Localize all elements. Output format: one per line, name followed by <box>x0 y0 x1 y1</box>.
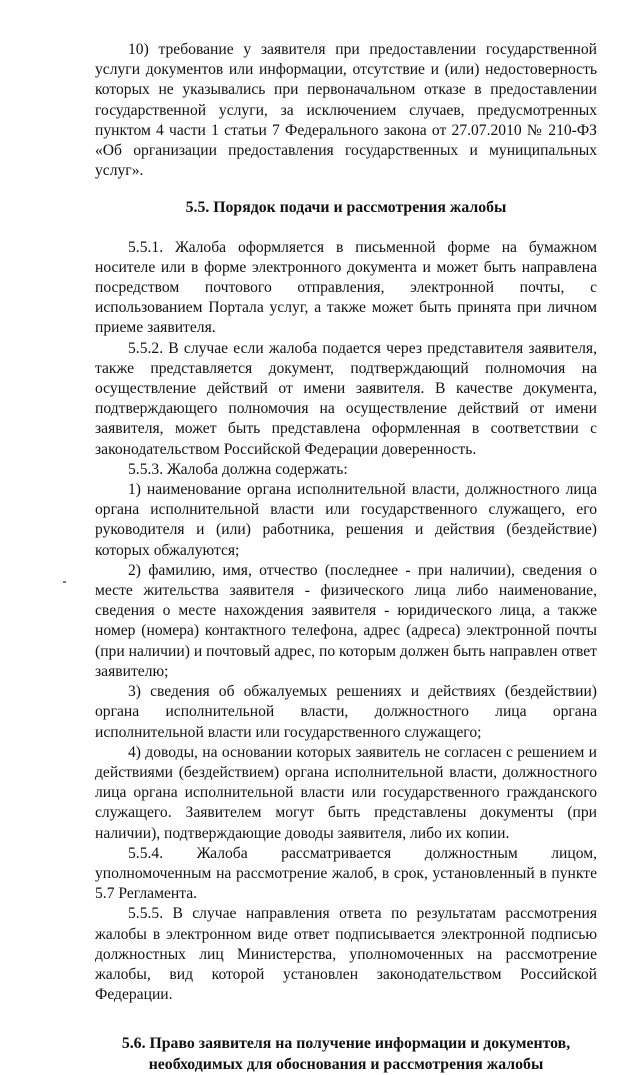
paragraph-5-5-1: 5.5.1. Жалоба оформляется в письменной форме на бумажном носителе или в форме электронного документа и может быть направлена посредством почтового отправления, электронной почты, с использованием Портала услуг, а также может быть принята при личном приеме заявителя. <box>95 238 597 337</box>
section-heading-5-5: 5.5. Порядок подачи и рассмотрения жалобы <box>185 199 507 217</box>
list-item-2: 2) фамилию, имя, отчество (последнее - при наличии), сведения о месте жительства заявителя - физического лица либо наименование, сведения о месте нахождения заявителя - юридического лица, а также номер (номера) контактного телефона, адрес (адреса) электронной почты (при наличии) и почтовый адрес, по которым должен быть направлен ответ заявителю; <box>95 561 597 680</box>
scan-mark <box>63 581 66 583</box>
list-item-1: 1) наименование органа исполнительной власти, должностного лица органа исполнительной власти или государственного служащего, его руководителя и (или) работника, решения и действия (бездействие) которых обжалуются; <box>95 481 597 559</box>
paragraph-5-5-4: 5.5.4. Жалоба рассматривается должностным лицом, уполномоченным на рассмотрение жалоб, в срок, установленный в пункте 5.7 Регламента. <box>95 844 597 903</box>
section-heading-5-6-line-2: необходимых для обоснования и рассмотрения жалобы <box>148 1055 544 1073</box>
section-heading-5-6-line-1: 5.6. Право заявителя на получение информации и документов, <box>121 1035 571 1053</box>
document-page <box>95 40 597 1075</box>
paragraph-5-5-5: 5.5.5. В случае направления ответа по результатам рассмотрения жалобы в электронном виде ответ подписывается электронной подписью должностных лиц Министерства, уполномоченных на рассмотрение жалобы, вид которой установлен законодательством Российской Федерации. <box>95 905 597 1004</box>
list-item-4: 4) доводы, на основании которых заявитель не согласен с решением и действиями (бездействием) органа исполнительной власти, должностного лица органа исполнительной власти или государственного гражданского служащего. Заявителем могут быть представлены документы (при наличии), подтверждающие доводы заявителя, либо их копии. <box>95 743 597 842</box>
paragraph-5-5-3: 5.5.3. Жалоба должна содержать: <box>128 460 348 478</box>
list-item-3: 3) сведения об обжалуемых решениях и действиях (бездействии) органа исполнительной власти, должностного лица органа исполнительной власти или государственного служащего; <box>95 683 597 741</box>
section-heading-5-6 <box>95 1034 597 1074</box>
paragraph-5-5-2: 5.5.2. В случае если жалоба подается через представителя заявителя, также представляется документ, подтверждающий полномочия на осуществление действий от имени заявителя. В качестве документа, подтверждающего полномочия на осуществление действий от имени заявителя, может быть представлена оформленная в соответствии с законодательством Российской Федерации доверенность. <box>95 339 597 458</box>
paragraph-item-10: 10) требование у заявителя при предоставлении государственной услуги документов или информации, отсутствие и (или) недостоверность которых не указывались при первоначальном отказе в предоставлении государственной услуги, за исключением случаев, предусмотренных пунктом 4 части 1 статьи 7 Федерального закона от 27.07.2010 № 210-ФЗ «Об организации предоставления государственных и муниципальных услуг». <box>95 41 597 180</box>
